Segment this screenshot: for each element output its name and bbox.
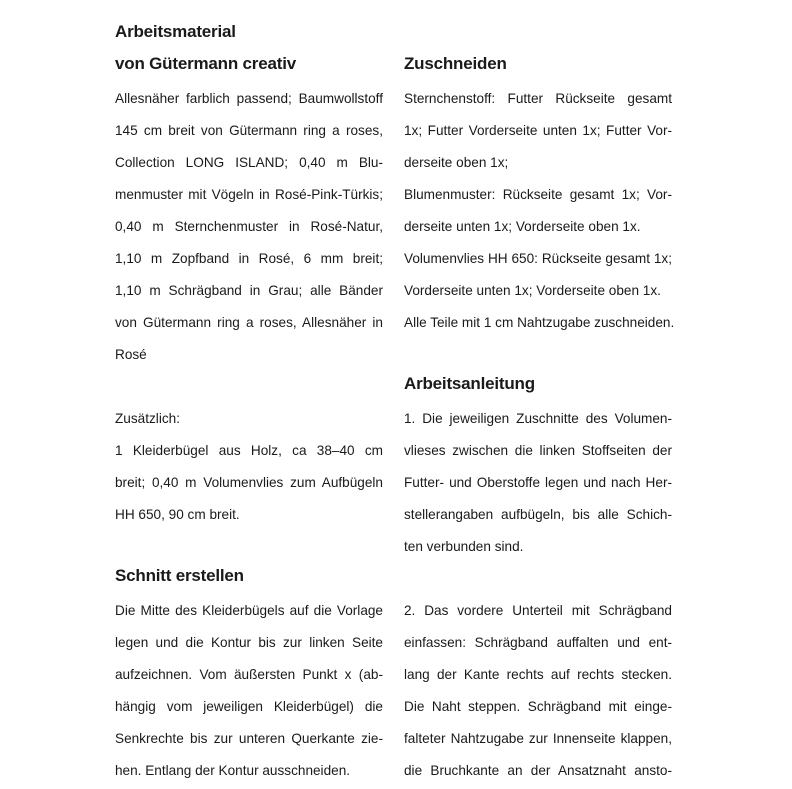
extra-line: 1 Kleiderbügel aus Holz, ca 38–40 cm	[115, 443, 383, 458]
heading-zuschneiden: Zuschneiden	[404, 54, 507, 73]
step2-line: lang der Kante rechts auf rechts stecken.	[404, 667, 672, 682]
heading-arbeitsanleitung: Arbeitsanleitung	[404, 374, 535, 393]
zuschneiden-line: Vorderseite unten 1x; Vorderseite oben 1x.	[404, 283, 661, 298]
extra-line: HH 650, 90 cm breit.	[115, 507, 240, 522]
heading-arbeitsmaterial: Arbeitsmaterial	[115, 22, 236, 41]
step2-line: Die Naht steppen. Schrägband mit einge-	[404, 699, 672, 714]
step2-line: 2. Das vordere Unterteil mit Schrägband	[404, 603, 672, 618]
material-line: von Gütermann ring a roses, Allesnäher in	[115, 315, 383, 330]
schnitt-line: Senkrechte bis zur unteren Querkante zie-	[115, 731, 383, 746]
material-line: 1,10 m Schrägband in Grau; alle Bänder	[115, 283, 383, 298]
schnitt-line: legen und die Kontur bis zur linken Seite	[115, 635, 383, 650]
extra-line: breit; 0,40 m Volumenvlies zum Aufbügeln	[115, 475, 383, 490]
zuschneiden-line: 1x; Futter Vorderseite unten 1x; Futter Vor-	[404, 123, 672, 138]
zuschneiden-line: Alle Teile mit 1 cm Nahtzugabe zuschneiden.	[404, 315, 675, 330]
schnitt-line: Die Mitte des Kleiderbügels auf die Vorlage	[115, 603, 383, 618]
schnitt-line: aufzeichnen. Vom äußersten Punkt x (ab-	[115, 667, 383, 682]
zuschneiden-line: Blumenmuster: Rückseite gesamt 1x; Vor-	[404, 187, 672, 202]
material-line: menmuster mit Vögeln in Rosé-Pink-Türkis;	[115, 187, 383, 202]
zuschneiden-line: derseite oben 1x;	[404, 155, 509, 170]
step1-line: stellerangaben aufbügeln, bis alle Schich-	[404, 507, 672, 522]
zuschneiden-line: Volumenvlies HH 650: Rückseite gesamt 1x;	[404, 251, 672, 266]
heading-schnitt-erstellen: Schnitt erstellen	[115, 566, 244, 585]
heading-guetermann: von Gütermann creativ	[115, 54, 296, 73]
step2-line: die Bruchkante an der Ansatznaht ansto-	[404, 763, 672, 778]
schnitt-line: hen. Entlang der Kontur ausschneiden.	[115, 763, 351, 778]
material-line: Collection LONG ISLAND; 0,40 m Blu-	[115, 155, 383, 170]
step1-line: ten verbunden sind.	[404, 539, 524, 554]
zuschneiden-line: Sternchenstoff: Futter Rückseite gesamt	[404, 91, 672, 106]
step1-line: 1. Die jeweiligen Zuschnitte des Volumen-	[404, 411, 672, 426]
step1-line: Futter- und Oberstoffe legen und nach Her-	[404, 475, 672, 490]
step2-line: einfassen: Schrägband auffalten und ent-	[404, 635, 672, 650]
step1-line: vlieses zwischen die linken Stoffseiten der	[404, 443, 672, 458]
material-line: 1,10 m Zopfband in Rosé, 6 mm breit;	[115, 251, 383, 266]
material-line: 0,40 m Sternchenmuster in Rosé-Natur,	[115, 219, 383, 234]
material-line: Rosé	[115, 347, 147, 362]
step2-line: falteter Nahtzugabe zur Innenseite klappen,	[404, 731, 672, 746]
zuschneiden-line: derseite unten 1x; Vorderseite oben 1x.	[404, 219, 641, 234]
schnitt-line: hängig vom jeweiligen Kleiderbügel) die	[115, 699, 383, 714]
extra-label: Zusätzlich:	[115, 411, 180, 426]
material-line: Allesnäher farblich passend; Baumwollstoff	[115, 91, 383, 106]
material-line: 145 cm breit von Gütermann ring a roses,	[115, 123, 383, 138]
